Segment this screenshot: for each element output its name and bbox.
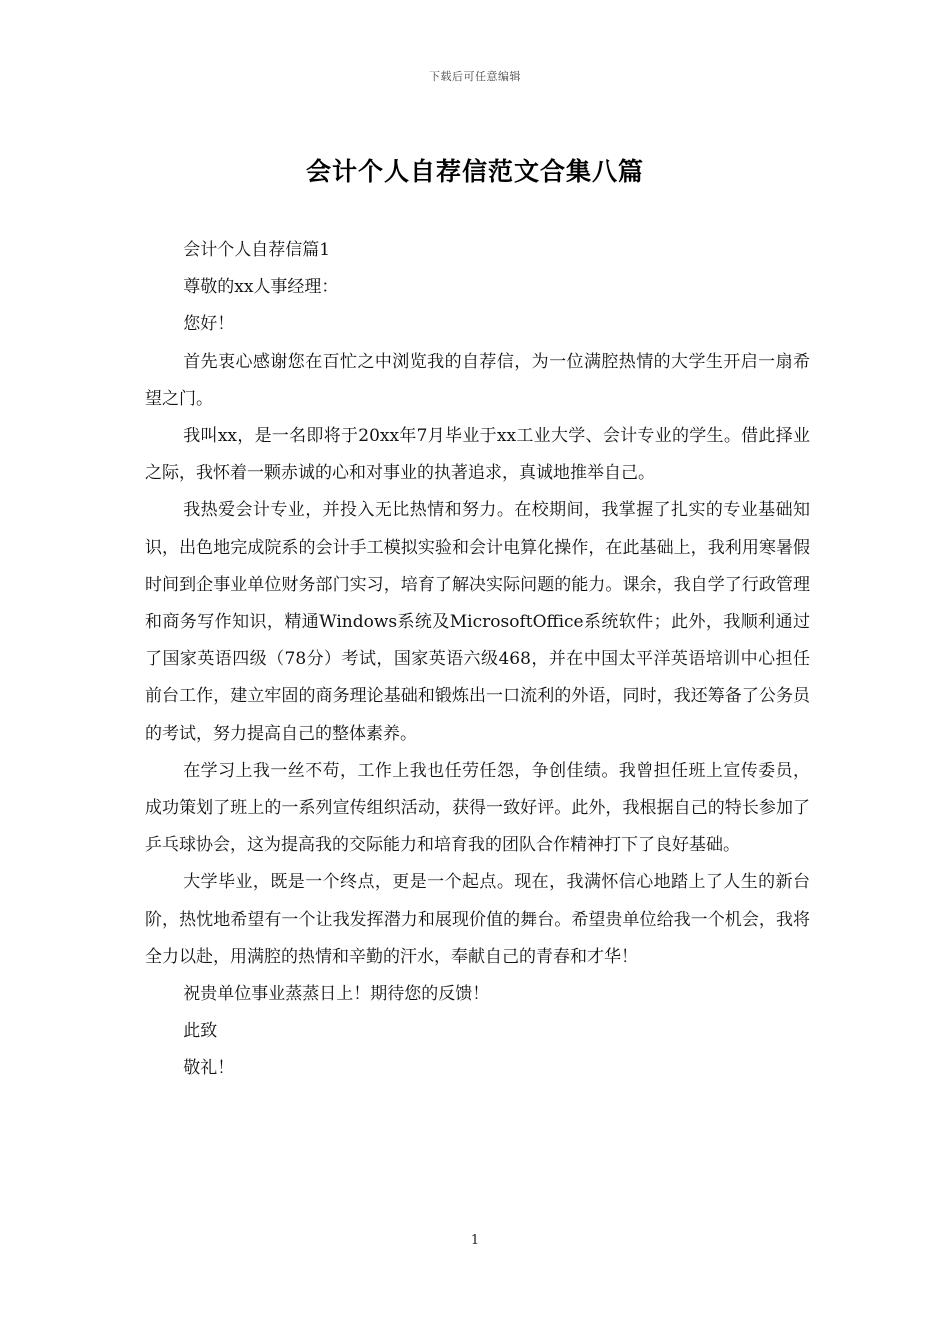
document-title: 会计个人自荐信范文合集八篇 (305, 157, 644, 186)
body-paragraph: 大学毕业，既是一个终点，更是一个起点。现在，我满怀信心地踏上了人生的新台阶，热忱地希望有一个让我发挥潜力和展现价值的舞台。希望贵单位给我一个机会，我将全力以赴，用满腔的热情和辛勤的汗水，奉献自己的青春和才华！ (145, 872, 810, 967)
closing-salute: 敬礼！ (183, 1058, 235, 1079)
closing-phrase: 此致 (183, 1021, 218, 1042)
body-paragraph: 我叫xx，是一名即将于20xx年7月毕业于xx工业大学、会计专业的学生。借此择业之际，我怀着一颗赤诚的心和对事业的执著追求，真诚地推举自己。 (145, 426, 810, 484)
page-header-note: 下载后可任意编辑 (429, 70, 521, 83)
body-paragraph: 在学习上我一丝不苟，工作上我也任劳任怨，争创佳绩。我曾担任班上宣传委员，成功策划了班上的一系列宣传组织活动，获得一致好评。此外，我根据自己的特长参加了乒乓球协会，这为提高我的交际能力和培育我的团队合作精神打下了良好基础。 (145, 760, 810, 856)
body-paragraph: 我热爱会计专业，并投入无比热情和努力。在校期间，我掌握了扎实的专业基础知识，出色地完成院系的会计手工模拟实验和会计电算化操作，在此基础上，我利用寒暑假时间到企事业单位财务部门实习，培育了解决实际问题的能力。课余，我自学了行政管理和商务写作知识，精通Windows系统及MicrosoftOffice系统软件；此外，我顺利通过了国家英语四级（78分）考试，国家英语六级468，并在中国太平洋英语培训中心担任前台工作，建立牢固的商务理论基础和锻炼出一口流利的外语，同时，我还筹备了公务员的考试，努力提高自己的整体素养。 (145, 500, 810, 744)
greeting: 您好！ (183, 314, 235, 335)
closing-wish: 祝贵单位事业蒸蒸日上！期待您的反馈！ (183, 984, 490, 1005)
letter-heading: 会计个人自荐信篇1 (183, 240, 331, 260)
salutation: 尊敬的xx人事经理： (183, 277, 339, 298)
document-body (145, 232, 810, 1088)
page-number: 1 (470, 1233, 480, 1248)
body-paragraph: 首先衷心感谢您在百忙之中浏览我的自荐信，为一位满腔热情的大学生开启一扇希望之门。 (145, 351, 810, 409)
